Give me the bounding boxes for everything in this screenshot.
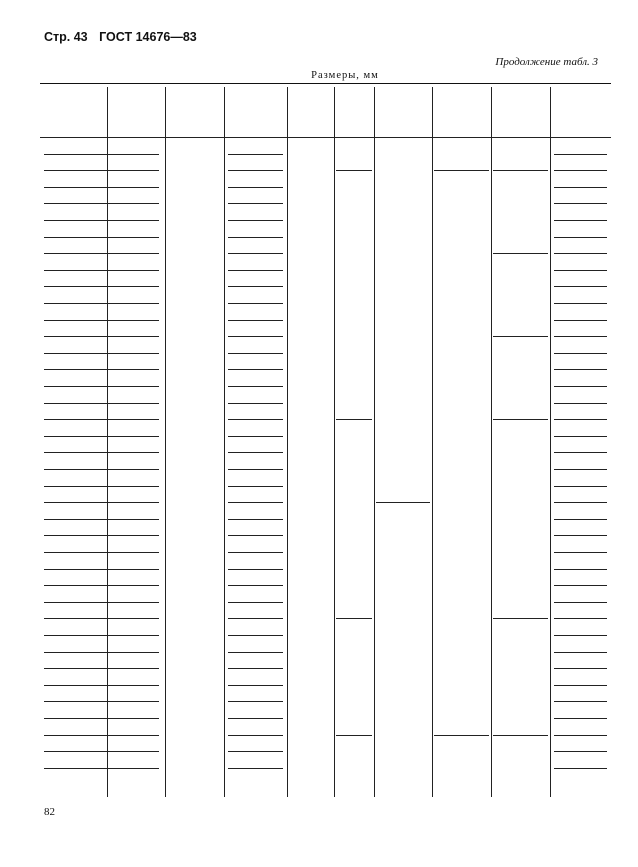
row-rule [554, 718, 607, 719]
group-rule [493, 170, 548, 171]
sizes-caption: Размеры, мм [311, 70, 379, 81]
row-rule [228, 154, 283, 155]
standard-label: ГОСТ 14676—83 [99, 30, 197, 44]
row-rule [44, 353, 159, 354]
row-rule [228, 602, 283, 603]
row-rule [44, 369, 159, 370]
row-rule [228, 552, 283, 553]
row-rule [228, 735, 283, 736]
header-rule [40, 137, 611, 138]
row-rule [554, 519, 607, 520]
row-rule [44, 419, 159, 420]
row-rule [554, 652, 607, 653]
row-rule [44, 237, 159, 238]
row-rule [554, 320, 607, 321]
row-rule [554, 436, 607, 437]
row-rule [44, 685, 159, 686]
row-rule [228, 220, 283, 221]
row-rule [554, 336, 607, 337]
row-rule [554, 187, 607, 188]
row-rule [44, 652, 159, 653]
row-rule [44, 602, 159, 603]
row-rule [554, 386, 607, 387]
row-rule [228, 452, 283, 453]
row-rule [228, 569, 283, 570]
row-rule [554, 220, 607, 221]
row-rule [554, 170, 607, 171]
row-rule [44, 386, 159, 387]
row-rule [228, 685, 283, 686]
group-rule [493, 253, 548, 254]
row-rule [554, 618, 607, 619]
group-rule [336, 170, 372, 171]
row-rule [228, 618, 283, 619]
group-rule [336, 419, 372, 420]
row-rule [228, 668, 283, 669]
row-rule [228, 320, 283, 321]
row-rule [44, 286, 159, 287]
row-rule [228, 187, 283, 188]
row-rule [228, 585, 283, 586]
row-rule [228, 286, 283, 287]
row-rule [44, 203, 159, 204]
row-rule [228, 751, 283, 752]
row-rule [228, 535, 283, 536]
row-rule [554, 452, 607, 453]
row-rule [44, 718, 159, 719]
row-rule [554, 253, 607, 254]
row-rule [44, 469, 159, 470]
row-rule [554, 751, 607, 752]
row-rule [228, 353, 283, 354]
row-rule [44, 187, 159, 188]
row-rule [554, 237, 607, 238]
group-rule [336, 618, 372, 619]
page-header [44, 30, 205, 44]
row-rule [554, 403, 607, 404]
row-rule [228, 386, 283, 387]
row-rule [228, 303, 283, 304]
row-rule [554, 353, 607, 354]
column-divider [491, 87, 492, 797]
row-rule [44, 519, 159, 520]
row-rule [228, 652, 283, 653]
row-rule [44, 452, 159, 453]
column-divider [165, 87, 166, 797]
row-rule [228, 502, 283, 503]
row-rule [554, 635, 607, 636]
row-rule [44, 154, 159, 155]
row-rule [44, 220, 159, 221]
row-rule [554, 419, 607, 420]
group-rule [434, 735, 489, 736]
row-rule [554, 569, 607, 570]
row-rule [44, 502, 159, 503]
row-rule [554, 701, 607, 702]
row-rule [44, 336, 159, 337]
group-rule [493, 618, 548, 619]
group-rule [493, 419, 548, 420]
row-rule [44, 253, 159, 254]
row-rule [554, 486, 607, 487]
row-rule [228, 203, 283, 204]
row-rule [228, 519, 283, 520]
row-rule [44, 552, 159, 553]
row-rule [44, 486, 159, 487]
row-rule [228, 436, 283, 437]
column-divider [550, 87, 551, 797]
row-rule [554, 585, 607, 586]
row-rule [228, 253, 283, 254]
row-rule [554, 154, 607, 155]
row-rule [44, 403, 159, 404]
row-rule [228, 718, 283, 719]
row-rule [44, 170, 159, 171]
row-rule [554, 768, 607, 769]
row-rule [44, 585, 159, 586]
row-rule [44, 701, 159, 702]
row-rule [228, 469, 283, 470]
row-rule [228, 369, 283, 370]
row-rule [44, 320, 159, 321]
row-rule [228, 237, 283, 238]
row-rule [44, 270, 159, 271]
row-rule [44, 768, 159, 769]
row-rule [554, 303, 607, 304]
group-rule [493, 336, 548, 337]
column-divider [287, 87, 288, 797]
row-rule [44, 735, 159, 736]
group-rule [376, 502, 430, 503]
row-rule [554, 552, 607, 553]
row-rule [228, 768, 283, 769]
row-rule [554, 270, 607, 271]
row-rule [44, 569, 159, 570]
row-rule [554, 469, 607, 470]
row-rule [44, 668, 159, 669]
group-rule [336, 735, 372, 736]
row-rule [44, 436, 159, 437]
row-rule [44, 635, 159, 636]
row-rule [554, 535, 607, 536]
row-rule [554, 286, 607, 287]
column-divider [334, 87, 335, 797]
row-rule [554, 502, 607, 503]
row-rule [554, 602, 607, 603]
row-rule [228, 336, 283, 337]
row-rule [554, 735, 607, 736]
column-divider [224, 87, 225, 797]
table-top-rule [40, 83, 611, 84]
row-rule [228, 403, 283, 404]
row-rule [228, 270, 283, 271]
row-rule [228, 170, 283, 171]
row-rule [228, 419, 283, 420]
row-rule [554, 668, 607, 669]
page-number-label: Стр. 43 [44, 30, 88, 44]
dimensions-table [40, 87, 611, 797]
group-rule [434, 170, 489, 171]
row-rule [44, 535, 159, 536]
continuation-label: Продолжение табл. 3 [495, 56, 598, 68]
page-footer-number: 82 [44, 806, 55, 818]
row-rule [44, 751, 159, 752]
row-rule [228, 486, 283, 487]
column-divider [107, 87, 108, 797]
column-divider [432, 87, 433, 797]
row-rule [228, 701, 283, 702]
group-rule [493, 735, 548, 736]
row-rule [554, 203, 607, 204]
row-rule [228, 635, 283, 636]
row-rule [44, 303, 159, 304]
column-divider [374, 87, 375, 797]
row-rule [554, 685, 607, 686]
row-rule [44, 618, 159, 619]
row-rule [554, 369, 607, 370]
